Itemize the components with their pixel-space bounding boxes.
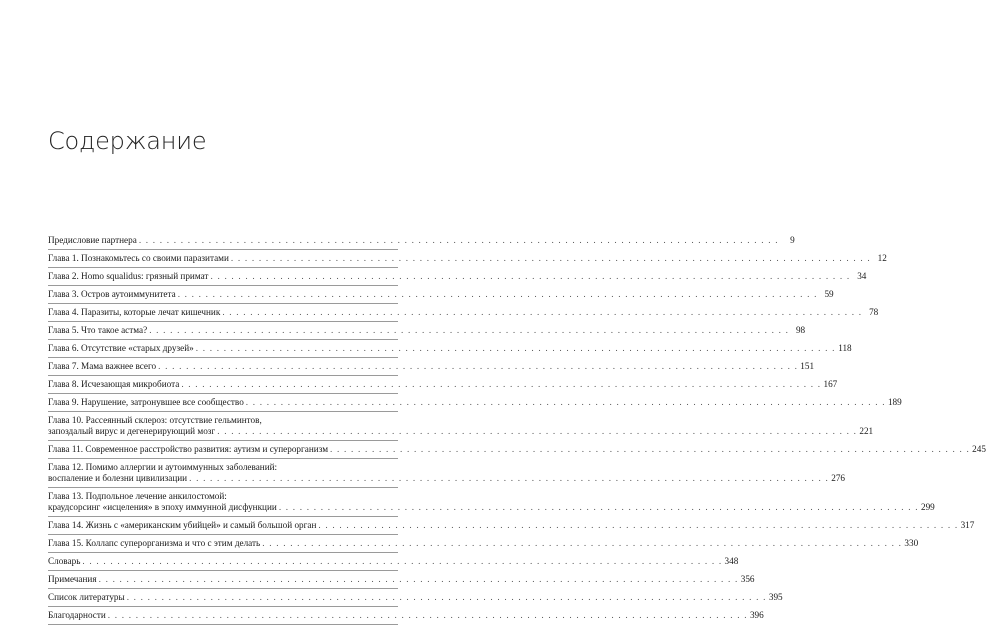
- toc-entry-title: Благодарности: [48, 610, 106, 620]
- toc-entry[interactable]: [48, 304, 879, 322]
- toc-entry-title: Глава 14. Жизнь с «американским убийцей» и самый большой орган: [48, 520, 317, 530]
- toc-entry-title-line1: Глава 10. Рассеянный склероз: отсутствие гельминтов,: [48, 415, 262, 425]
- toc-entry[interactable]: [48, 517, 975, 535]
- toc-entry-title-line1: Глава 13. Подпольное лечение анкилостомой:: [48, 491, 227, 501]
- dot-leader: . . . . . . . . . . . . . . . . . . . . . . . . . . . . . . . . . . . . . . . . . . . . . . . . . . . . . . . . . . . . . . . . . . . . . . . . . . . . . . . . . . . . . . . . . . . .: [149, 325, 790, 335]
- toc-entry[interactable]: [48, 488, 935, 517]
- toc-page-number: 78: [869, 307, 879, 317]
- toc-page-number: 12: [877, 253, 887, 263]
- toc-entry[interactable]: [48, 232, 795, 250]
- toc-entry[interactable]: [48, 268, 867, 286]
- toc-entry[interactable]: [48, 358, 815, 376]
- toc-entry[interactable]: [48, 441, 986, 459]
- toc-page-number: 356: [740, 574, 755, 584]
- toc-entry-title: Глава 5. Что такое астма?: [48, 325, 148, 335]
- toc-page-number: 245: [972, 444, 986, 454]
- dot-leader: . . . . . . . . . . . . . . . . . . . . . . . . . . . . . . . . . . . . . . . . . . . . . . . . . . . . . . . . . . . . . . . . . . . . . . . . . . . . . . . . . . . . . . . . . . . .: [126, 592, 767, 602]
- toc-page-number: 151: [800, 361, 815, 371]
- toc-entry[interactable]: [48, 376, 838, 394]
- dot-leader: . . . . . . . . . . . . . . . . . . . . . . . . . . . . . . . . . . . . . . . . . . . . . . . . . . . . . . . . . . . . . . . . . . . . . . . . . . . . . . . . . . . . . . . . . . . .: [245, 397, 886, 407]
- toc-entry[interactable]: [48, 250, 887, 268]
- dot-leader: . . . . . . . . . . . . . . . . . . . . . . . . . . . . . . . . . . . . . . . . . . . . . . . . . . . . . . . . . . . . . . . . . . . . . . . . . . . . . . . . . . . . . . . . . . . .: [222, 307, 863, 317]
- dot-leader: . . . . . . . . . . . . . . . . . . . . . . . . . . . . . . . . . . . . . . . . . . . . . . . . . . . . . . . . . . . . . . . . . . . . . . . . . . . . . . . . . . . . . . . . . . . .: [82, 556, 723, 566]
- page-title: Содержание: [48, 127, 207, 155]
- toc-entry-title: Глава 1. Познакомьтесь со своими паразитами: [48, 253, 229, 263]
- toc-entry[interactable]: [48, 340, 852, 358]
- dot-leader: . . . . . . . . . . . . . . . . . . . . . . . . . . . . . . . . . . . . . . . . . . . . . . . . . . . . . . . . . . . . . . . . . . . . . . . . . . . . . . . . . . . . . . . . . . . .: [189, 473, 830, 483]
- toc-page-number: 299: [920, 502, 935, 512]
- toc-entry-title: Глава 11. Современное расстройство развития: аутизм и суперорганизм: [48, 444, 329, 454]
- toc-page-number: 317: [960, 520, 975, 530]
- toc-entry-title: Глава 2. Homo squalidus: грязный примат: [48, 271, 209, 281]
- dot-leader: . . . . . . . . . . . . . . . . . . . . . . . . . . . . . . . . . . . . . . . . . . . . . . . . . . . . . . . . . . . . . . . . . . . . . . . . . . . . . . . . . . . . . . . . . . . .: [177, 289, 818, 299]
- toc-entry-title: Предисловие партнера: [48, 235, 137, 245]
- toc-entry[interactable]: [48, 412, 874, 441]
- toc-page-number: 167: [823, 379, 838, 389]
- dot-leader: . . . . . . . . . . . . . . . . . . . . . . . . . . . . . . . . . . . . . . . . . . . . . . . . . . . . . . . . . . . . . . . . . . . . . . . . . . . . . . . . . . . . . . . . . . . .: [217, 426, 858, 436]
- dot-leader: . . . . . . . . . . . . . . . . . . . . . . . . . . . . . . . . . . . . . . . . . . . . . . . . . . . . . . . . . . . . . . . . . . . . . . . . . . . . . . . . . . . . . . . . . . . .: [158, 361, 799, 371]
- dot-leader: . . . . . . . . . . . . . . . . . . . . . . . . . . . . . . . . . . . . . . . . . . . . . . . . . . . . . . . . . . . . . . . . . . . . . . . . . . . . . . . . . . . . . . . . . . . .: [98, 574, 739, 584]
- toc-entry-title: Примечания: [48, 574, 97, 584]
- dot-leader: . . . . . . . . . . . . . . . . . . . . . . . . . . . . . . . . . . . . . . . . . . . . . . . . . . . . . . . . . . . . . . . . . . . . . . . . . . . . . . . . . . . . . . . . . . . .: [262, 538, 903, 548]
- dot-leader: . . . . . . . . . . . . . . . . . . . . . . . . . . . . . . . . . . . . . . . . . . . . . . . . . . . . . . . . . . . . . . . . . . . . . . . . . . . . . . . . . . . . . . . . . . . .: [278, 502, 919, 512]
- toc-page-number: 395: [768, 592, 783, 602]
- dot-leader: . . . . . . . . . . . . . . . . . . . . . . . . . . . . . . . . . . . . . . . . . . . . . . . . . . . . . . . . . . . . . . . . . . . . . . . . . . . . . . . . . . . . . . . . . . . .: [210, 271, 851, 281]
- toc-entry[interactable]: [48, 571, 755, 589]
- dot-leader: . . . . . . . . . . . . . . . . . . . . . . . . . . . . . . . . . . . . . . . . . . . . . . . . . . . . . . . . . . . . . . . . . . . . . . . . . . . . . . . . . . . . . . . . . . . .: [318, 520, 959, 530]
- toc-page-number: 189: [887, 397, 902, 407]
- toc-entry[interactable]: [48, 322, 806, 340]
- toc-entry[interactable]: [48, 589, 783, 607]
- toc-entry[interactable]: [48, 394, 902, 412]
- toc-entry[interactable]: [48, 553, 739, 571]
- toc-entry-title: Глава 3. Остров аутоиммунитета: [48, 289, 176, 299]
- dot-leader: . . . . . . . . . . . . . . . . . . . . . . . . . . . . . . . . . . . . . . . . . . . . . . . . . . . . . . . . . . . . . . . . . . . . . . . . . . . . . . . . . . . . . . . . . . . .: [138, 235, 779, 245]
- toc-page-number: 98: [795, 325, 806, 335]
- toc-entry-title: Глава 9. Нарушение, затронувшее все сообщество: [48, 397, 244, 407]
- toc-page-number: 59: [824, 289, 834, 299]
- toc-entry-title: Глава 4. Паразиты, которые лечат кишечник: [48, 307, 221, 317]
- toc-entry-title: Глава 6. Отсутствие «старых друзей»: [48, 343, 194, 353]
- toc-page-number: 34: [857, 271, 867, 281]
- toc-entry[interactable]: [48, 607, 764, 625]
- toc-entry-title: Глава 7. Мама важнее всего: [48, 361, 157, 371]
- toc-page-number: 118: [838, 343, 852, 353]
- toc-entry[interactable]: [48, 459, 846, 488]
- toc-page-number: 276: [831, 473, 846, 483]
- dot-leader: . . . . . . . . . . . . . . . . . . . . . . . . . . . . . . . . . . . . . . . . . . . . . . . . . . . . . . . . . . . . . . . . . . . . . . . . . . . . . . . . . . . . . . . . . . . .: [181, 379, 822, 389]
- toc-entry-title: запоздалый вирус и дегенерирующий мозг: [48, 426, 216, 436]
- dot-leader: . . . . . . . . . . . . . . . . . . . . . . . . . . . . . . . . . . . . . . . . . . . . . . . . . . . . . . . . . . . . . . . . . . . . . . . . . . . . . . . . . . . . . . . . . . . .: [195, 343, 836, 353]
- toc-entry-title: Глава 8. Исчезающая микробиота: [48, 379, 180, 389]
- toc-entry-title-line1: Глава 12. Помимо аллергии и аутоиммунных заболеваний:: [48, 462, 278, 472]
- toc-entry-title: Словарь: [48, 556, 81, 566]
- toc-entry[interactable]: [48, 286, 834, 304]
- dot-leader: . . . . . . . . . . . . . . . . . . . . . . . . . . . . . . . . . . . . . . . . . . . . . . . . . . . . . . . . . . . . . . . . . . . . . . . . . . . . . . . . . . . . . . . . . . . .: [107, 610, 748, 620]
- toc-page-number: 9: [790, 235, 795, 245]
- toc-page-number: 330: [904, 538, 919, 548]
- toc-entry-title: Глава 15. Коллапс суперорганизма и что с этим делать: [48, 538, 261, 548]
- toc-page-number: 396: [749, 610, 764, 620]
- toc-entry-title: воспаление и болезни цивилизации: [48, 473, 188, 483]
- dot-leader: . . . . . . . . . . . . . . . . . . . . . . . . . . . . . . . . . . . . . . . . . . . . . . . . . . . . . . . . . . . . . . . . . . . . . . . . . . . . . . . . . . . . . . . . . . . .: [230, 253, 871, 263]
- toc-entry-title: краудсорсинг «исцеления» в эпоху иммунной дисфункции: [48, 502, 277, 512]
- toc-entry-title: Список литературы: [48, 592, 125, 602]
- toc-entry[interactable]: [48, 535, 919, 553]
- toc-page-number: 221: [859, 426, 874, 436]
- toc-page-number: 348: [724, 556, 739, 566]
- table-of-contents: [48, 232, 986, 625]
- dot-leader: . . . . . . . . . . . . . . . . . . . . . . . . . . . . . . . . . . . . . . . . . . . . . . . . . . . . . . . . . . . . . . . . . . . . . . . . . . . . . . . . . . . . . . . . . . . .: [330, 444, 970, 454]
